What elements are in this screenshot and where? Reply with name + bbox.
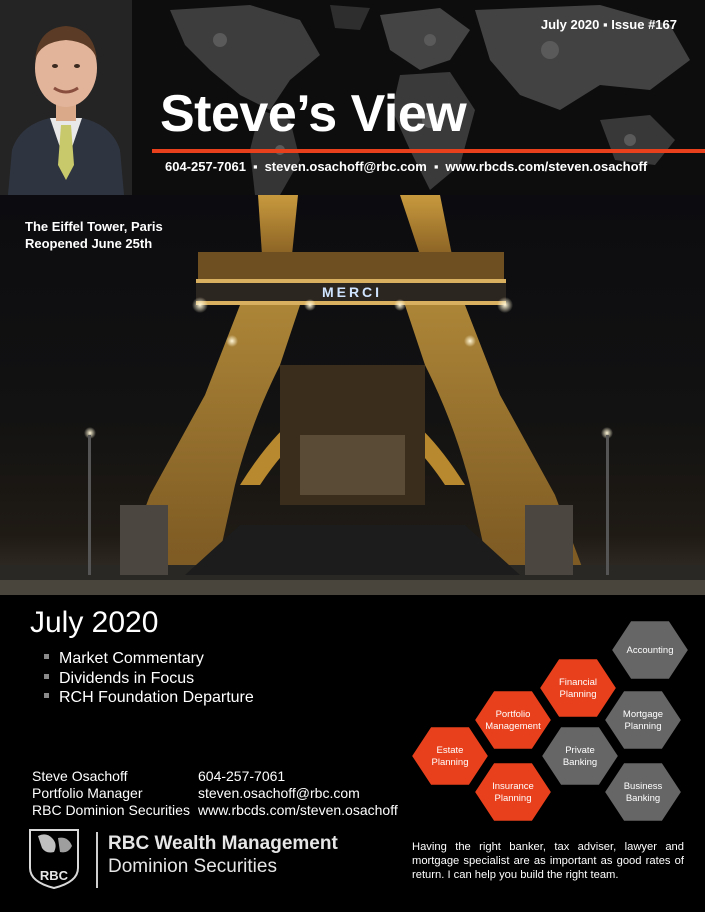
service-hexagon-mortgage xyxy=(604,690,682,749)
bullet-icon xyxy=(44,654,49,659)
logo-divider xyxy=(96,832,98,888)
eiffel-tower-illustration xyxy=(0,195,705,595)
topic-item[interactable] xyxy=(44,649,254,669)
rbc-mark-text: RBC xyxy=(39,868,69,883)
header-contact-line xyxy=(165,159,647,174)
merci-sign: MERCI xyxy=(321,284,383,300)
service-label: Financial xyxy=(558,677,598,688)
contact-website[interactable]: www.rbcds.com/steven.osachoff xyxy=(198,802,398,818)
service-label: Management xyxy=(485,721,541,732)
service-label: Portfolio xyxy=(495,709,531,720)
bullet-icon xyxy=(44,674,49,679)
service-hexagon-business xyxy=(604,762,682,821)
title-rule xyxy=(152,149,705,153)
service-hexagon-accounting xyxy=(611,620,689,679)
header-email[interactable]: steven.osachoff@rbc.com xyxy=(264,159,427,174)
hexagon-shape xyxy=(541,726,619,785)
contact-firm: RBC Dominion Securities xyxy=(32,802,190,818)
hexagon-shape xyxy=(604,690,682,749)
caption-line-1: The Eiffel Tower, Paris xyxy=(25,219,163,234)
hexagon-shape xyxy=(474,690,552,749)
separator: ▪ xyxy=(433,159,439,174)
contact-email[interactable]: steven.osachoff@rbc.com xyxy=(198,785,360,801)
hexagon-shape xyxy=(474,762,552,821)
brand-line-2: Dominion Securities xyxy=(108,856,277,877)
photo-caption xyxy=(25,218,163,252)
service-label: Planning xyxy=(431,757,469,768)
hexagon-shape xyxy=(411,726,489,785)
service-hexagon-financial xyxy=(539,658,617,717)
rbc-logo-icon xyxy=(28,828,80,890)
bullet-icon xyxy=(44,693,49,698)
service-label: Business xyxy=(623,781,663,792)
topic-list xyxy=(44,649,254,708)
service-hexagon-insurance xyxy=(474,762,552,821)
masthead xyxy=(0,0,705,195)
topic-label: Market Commentary xyxy=(59,650,204,667)
topic-label: Dividends in Focus xyxy=(59,669,195,687)
contact-name: Steve Osachoff xyxy=(32,768,128,784)
hexagon-shape xyxy=(539,658,617,717)
services-hexagon-cluster xyxy=(400,600,705,830)
newsletter-title: Steve’s View xyxy=(160,85,467,143)
topic-item[interactable] xyxy=(44,688,254,708)
service-hexagon-private xyxy=(541,726,619,785)
service-label: Banking xyxy=(562,757,598,768)
hexagon-shape xyxy=(604,762,682,821)
service-label: Private xyxy=(565,745,595,756)
separator: ▪ xyxy=(252,159,258,174)
topic-label: RCH Foundation Departure xyxy=(59,689,254,706)
service-label: Banking xyxy=(625,793,661,804)
service-label: Planning xyxy=(559,689,597,700)
contact-phone: 604-257-7061 xyxy=(198,768,286,784)
eiffel-tower-photo xyxy=(0,195,705,595)
header-phone: 604-257-7061 xyxy=(165,159,246,174)
service-hexagon-portfolio xyxy=(474,690,552,749)
service-hexagon-estate xyxy=(411,726,489,785)
service-label: Planning xyxy=(494,793,532,804)
service-label: Insurance xyxy=(492,781,534,792)
issue-date: July 2020 ▪ Issue #167 xyxy=(540,17,677,32)
contents-heading: July 2020 xyxy=(30,606,159,639)
service-label: Accounting xyxy=(626,645,674,656)
tagline: Having the right banker, tax adviser, lawyer and mortgage specialist are as important as good rates of return. I can help you build the right team. xyxy=(412,841,684,881)
brand-line-1: RBC Wealth Management xyxy=(108,833,338,854)
contact-block xyxy=(32,768,398,819)
topic-item[interactable] xyxy=(44,669,254,689)
service-label: Mortgage xyxy=(622,709,664,720)
caption-line-2: Reopened June 25th xyxy=(25,236,153,251)
author-portrait xyxy=(0,0,132,195)
contact-role: Portfolio Manager xyxy=(32,785,143,801)
service-label: Planning xyxy=(624,721,662,732)
header-website[interactable]: www.rbcds.com/steven.osachoff xyxy=(445,159,648,174)
service-label: Estate xyxy=(436,745,464,756)
